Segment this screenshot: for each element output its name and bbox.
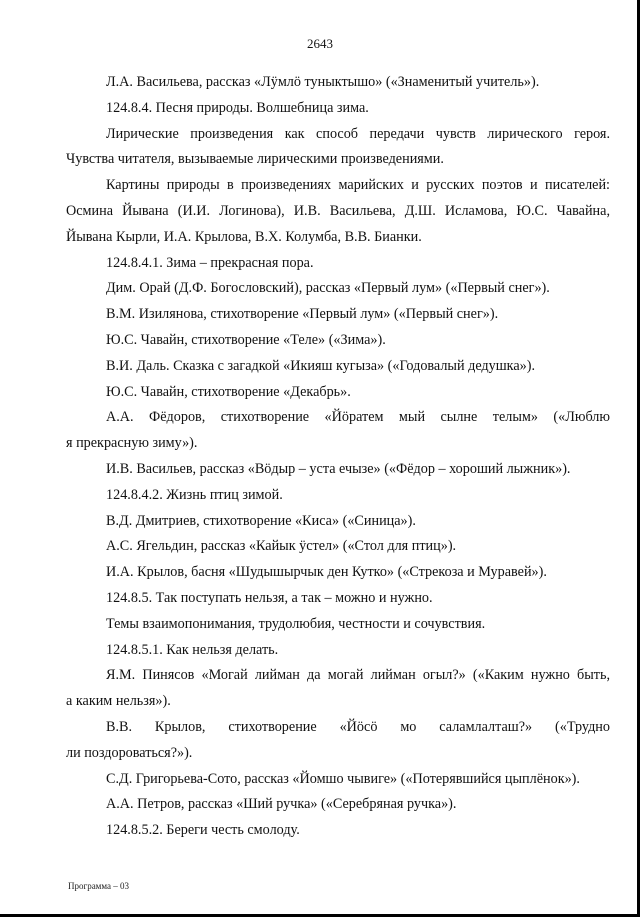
text-line: Лирические произведения как способ передачи чувств лирического героя. [106,125,610,142]
document-body [66,70,610,844]
text-line: Йывана Кырли, И.А. Крылова, В.Х. Колумба, В.В. Бианки. [66,228,422,245]
text-line: В.В. Крылов, стихотворение «Йӧсӧ мо саламлалташ?» («Трудно [106,718,610,735]
text-line: В.И. Даль. Сказка с загадкой «Икияш кугыза» («Годовалый дедушка»). [106,357,536,374]
text-line: а каким нельзя»). [66,693,171,710]
text-line: Картины природы в произведениях марийских и русских поэтов и писателей: [106,177,610,194]
text-line: А.С. Ягельдин, рассказ «Кайык ӱстел» («Стол для птиц»). [106,538,457,555]
text-line: Ю.С. Чавайн, стихотворение «Теле» («Зима»). [106,331,386,348]
text-line: А.А. Петров, рассказ «Ший ручка» («Серебряная ручка»). [106,796,457,813]
section-heading: 124.8.5. Так поступать нельзя, а так – можно и нужно. [106,589,433,606]
section-heading: 124.8.4.1. Зима – прекрасная пора. [106,254,314,271]
text-line: я прекрасную зиму»). [66,435,198,452]
text-line: Дим. Орай (Д.Ф. Богословский), рассказ «Первый лум» («Первый снег»). [106,280,550,297]
section-heading: 124.8.4.2. Жизнь птиц зимой. [106,486,283,503]
text-line: Я.М. Пинясов «Могай лийман да могай лийман огыл?» («Каким нужно быть, [106,667,610,684]
text-line: Осмина Йывана (И.И. Логинова), И.В. Васильева, Д.Ш. Исламова, Ю.С. Чавайна, [66,202,610,219]
text-line: В.Д. Дмитриев, стихотворение «Киса» («Синица»). [106,512,416,529]
section-heading: 124.8.5.2. Береги честь смолоду. [106,822,300,839]
text-line: ли поздороваться?»). [66,744,193,761]
text-line: Л.А. Васильева, рассказ «Лӱмлӧ туныктышо» («Знаменитый учитель»). [106,74,540,90]
text-line: Темы взаимопонимания, трудолюбия, честности и сочувствия. [106,615,486,632]
text-line: С.Д. Григорьева-Сото, рассказ «Йомшо чывиге» («Потерявшийся цыплёнок»). [106,770,580,787]
text-line: В.М. Изилянова, стихотворение «Первый лум» («Первый снег»). [106,306,499,323]
page-number: 2643 [307,36,333,51]
text-line: И.А. Крылов, басня «Шудышырчык ден Кутко» («Стрекоза и Муравей»). [106,564,547,581]
text-line: А.А. Фёдоров, стихотворение «Йӧратем мый сылне телым» («Люблю [106,409,610,426]
section-heading: 124.8.5.1. Как нельзя делать. [106,641,279,658]
section-heading: 124.8.4. Песня природы. Волшебница зима. [106,99,369,116]
footer-label: Программа – 03 [68,881,130,891]
text-line: И.В. Васильев, рассказ «Вӧдыр – уста ечызе» («Фёдор – хороший лыжник»). [106,460,571,477]
text-line: Ю.С. Чавайн, стихотворение «Декабрь». [106,383,351,400]
text-line: Чувства читателя, вызываемые лирическими произведениями. [66,151,444,168]
